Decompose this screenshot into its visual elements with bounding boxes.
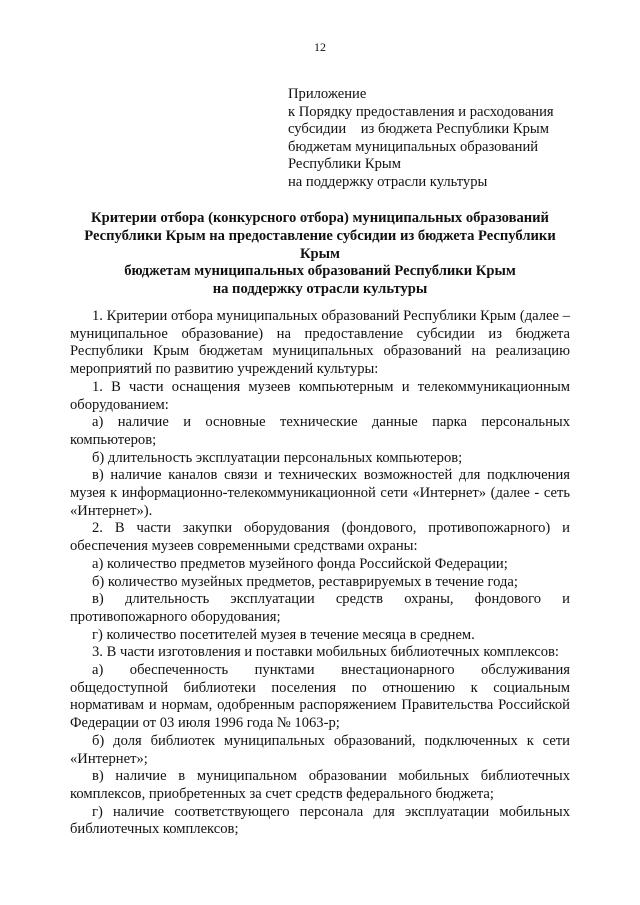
paragraph: 1. В части оснащения музеев компьютерным и телекоммуникационным оборудованием: (70, 378, 570, 413)
title-line: бюджетам муниципальных образований Республики Крым (124, 263, 516, 280)
title-line: Критерии отбора (конкурсного отбора) муниципальных образований (91, 210, 549, 226)
paragraph: а) обеспеченность пунктами внестационарного обслуживания общедоступной библиотеки поселения по отношению к социальным нормативам и нормам, одобренным распоряжением Правительства Российской Федерации от 03 июля 1996 года № 1063-р; (70, 662, 570, 732)
paragraph: 2. В части закупки оборудования (фондового, противопожарного) и обеспечения музеев современными средствами охраны: (70, 520, 570, 555)
appendix-line: бюджетам муниципальных образований (288, 138, 539, 155)
paragraph: б) количество музейных предметов, реставрируемых в течение года; (92, 573, 518, 590)
appendix-line: Приложение (288, 86, 367, 102)
paragraph: в) наличие каналов связи и технических возможностей для подключения музея к информационно-телекоммуникационной сети «Интернет» (далее - сеть «Интернет»). (70, 467, 570, 519)
appendix-line: к Порядку предоставления и расходования (288, 103, 554, 120)
appendix-line: субсидии из бюджета Республики Крым (288, 121, 549, 138)
paragraph: 3. В части изготовления и поставки мобильных библиотечных комплексов: (92, 644, 559, 661)
paragraph: в) наличие в муниципальном образовании мобильных библиотечных комплексов, приобретенных за счет средств федерального бюджета; (70, 768, 570, 802)
paragraph: г) наличие соответствующего персонала для эксплуатации мобильных библиотечных комплексов; (70, 803, 570, 838)
document-title (70, 210, 570, 299)
paragraph: в) длительность эксплуатации средств охраны, фондового и противопожарного оборудования; (70, 591, 570, 625)
title-line: Крым (299, 245, 341, 262)
paragraph: г) количество посетителей музея в течение месяца в среднем. (92, 626, 475, 643)
title-line: Республики Крым на предоставление субсидии из бюджета Республики (84, 227, 556, 244)
paragraph: 1. Критерии отбора муниципальных образований Республики Крым (далее – муниципальное образование) на предоставление субсидии из бюджета Республики Крым бюджетам муниципальных образований на реализацию мероприятий по развитию учреждений культуры: (70, 308, 570, 378)
paragraph: а) наличие и основные технические данные парка персональных компьютеров; (70, 414, 570, 448)
title-line: на поддержку отрасли культуры (212, 281, 428, 298)
paragraph: б) доля библиотек муниципальных образований, подключенных к сети «Интернет»; (70, 732, 570, 767)
appendix-line: на поддержку отрасли культуры (288, 173, 488, 190)
paragraph: а) количество предметов музейного фонда Российской Федерации; (92, 555, 508, 572)
appendix-reference (288, 86, 578, 192)
paragraph: б) длительность эксплуатации персональных компьютеров; (92, 449, 463, 466)
page-number: 12 (314, 40, 326, 54)
document-body (70, 308, 570, 839)
appendix-line: Республики Крым (288, 156, 401, 173)
